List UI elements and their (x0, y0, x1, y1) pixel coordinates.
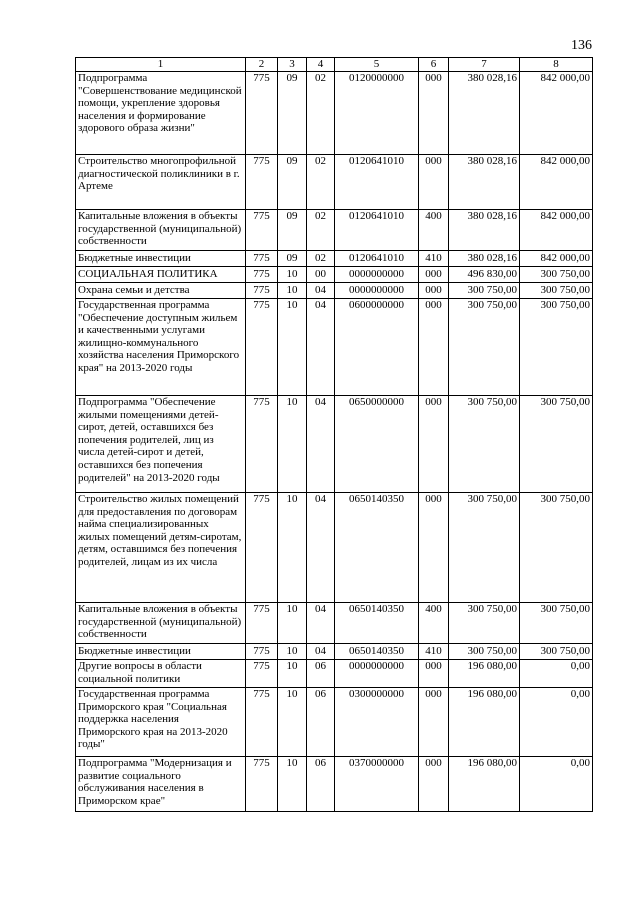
row-name-cell: Бюджетные инвестиции (76, 644, 246, 660)
subsection-code-cell: 04 (307, 396, 335, 493)
table-row (76, 251, 593, 267)
subsection-code-cell: 02 (307, 155, 335, 210)
amount-col8-cell: 842 000,00 (520, 155, 593, 210)
amount-col7-cell: 380 028,16 (449, 155, 520, 210)
table-row (76, 299, 593, 396)
subsection-code-cell: 00 (307, 267, 335, 283)
amount-col8-cell: 0,00 (520, 757, 593, 812)
table-row (76, 396, 593, 493)
ministry-code-cell: 775 (246, 267, 278, 283)
amount-col7-cell: 300 750,00 (449, 283, 520, 299)
ministry-code-cell: 775 (246, 493, 278, 603)
expense-type-cell: 000 (419, 757, 449, 812)
amount-col8-cell: 300 750,00 (520, 299, 593, 396)
table-row (76, 757, 593, 812)
ministry-code-cell: 775 (246, 72, 278, 155)
expense-type-cell: 400 (419, 603, 449, 644)
header-cell: 2 (246, 58, 278, 72)
subsection-code-cell: 04 (307, 493, 335, 603)
table-row (76, 660, 593, 688)
table-row (76, 210, 593, 251)
table-row (76, 603, 593, 644)
table-row (76, 72, 593, 155)
target-article-cell: 0370000000 (335, 757, 419, 812)
ministry-code-cell: 775 (246, 251, 278, 267)
target-article-cell: 0650140350 (335, 603, 419, 644)
ministry-code-cell: 775 (246, 396, 278, 493)
expense-type-cell: 000 (419, 660, 449, 688)
expense-type-cell: 410 (419, 251, 449, 267)
expense-type-cell: 000 (419, 493, 449, 603)
subsection-code-cell: 02 (307, 251, 335, 267)
section-code-cell: 10 (278, 688, 307, 757)
amount-col8-cell: 300 750,00 (520, 493, 593, 603)
ministry-code-cell: 775 (246, 688, 278, 757)
amount-col7-cell: 196 080,00 (449, 660, 520, 688)
subsection-code-cell: 06 (307, 688, 335, 757)
ministry-code-cell: 775 (246, 757, 278, 812)
ministry-code-cell: 775 (246, 210, 278, 251)
amount-col8-cell: 300 750,00 (520, 283, 593, 299)
target-article-cell: 0650000000 (335, 396, 419, 493)
amount-col8-cell: 300 750,00 (520, 644, 593, 660)
header-cell: 3 (278, 58, 307, 72)
subsection-code-cell: 02 (307, 210, 335, 251)
header-cell: 1 (76, 58, 246, 72)
section-code-cell: 10 (278, 493, 307, 603)
row-name-cell: Строительство многопрофильной диагностической поликлиники в г. Артеме (76, 155, 246, 210)
section-code-cell: 10 (278, 603, 307, 644)
target-article-cell: 0120641010 (335, 155, 419, 210)
ministry-code-cell: 775 (246, 644, 278, 660)
amount-col7-cell: 496 830,00 (449, 267, 520, 283)
amount-col8-cell: 842 000,00 (520, 72, 593, 155)
target-article-cell: 0650140350 (335, 493, 419, 603)
section-code-cell: 09 (278, 251, 307, 267)
section-code-cell: 09 (278, 210, 307, 251)
row-name-cell: Государственная программа Приморского края "Социальная поддержка населения Приморского края на 2013-2020 годы" (76, 688, 246, 757)
expense-type-cell: 400 (419, 210, 449, 251)
expense-type-cell: 410 (419, 644, 449, 660)
table-row (76, 155, 593, 210)
section-code-cell: 10 (278, 283, 307, 299)
target-article-cell: 0120641010 (335, 251, 419, 267)
amount-col8-cell: 300 750,00 (520, 396, 593, 493)
header-cell: 8 (520, 58, 593, 72)
section-code-cell: 10 (278, 757, 307, 812)
subsection-code-cell: 02 (307, 72, 335, 155)
table-row (76, 688, 593, 757)
header-cell: 5 (335, 58, 419, 72)
subsection-code-cell: 06 (307, 660, 335, 688)
row-name-cell: Другие вопросы в области социальной политики (76, 660, 246, 688)
expense-type-cell: 000 (419, 72, 449, 155)
target-article-cell: 0650140350 (335, 644, 419, 660)
row-name-cell: Строительство жилых помещений для предоставления по договорам найма специализированных жилых помещений детям-сиротам, детям, оставшимся без попечения родителей, лицам из их числа (76, 493, 246, 603)
ministry-code-cell: 775 (246, 299, 278, 396)
section-code-cell: 10 (278, 267, 307, 283)
subsection-code-cell: 04 (307, 283, 335, 299)
amount-col8-cell: 0,00 (520, 688, 593, 757)
row-name-cell: Капитальные вложения в объекты государственной (муниципальной) собственности (76, 603, 246, 644)
row-name-cell: Капитальные вложения в объекты государственной (муниципальной) собственности (76, 210, 246, 251)
target-article-cell: 0000000000 (335, 283, 419, 299)
budget-table (75, 57, 593, 812)
target-article-cell: 0600000000 (335, 299, 419, 396)
amount-col8-cell: 300 750,00 (520, 267, 593, 283)
ministry-code-cell: 775 (246, 155, 278, 210)
expense-type-cell: 000 (419, 283, 449, 299)
target-article-cell: 0120000000 (335, 72, 419, 155)
page-number: 136 (571, 38, 592, 53)
ministry-code-cell: 775 (246, 283, 278, 299)
subsection-code-cell: 06 (307, 757, 335, 812)
expense-type-cell: 000 (419, 396, 449, 493)
row-name-cell: Подпрограмма "Обеспечение жилыми помещениями детей-сирот, детей, оставшихся без попечения родителей, лиц из числа детей-сирот и детей, оставшихся без попечения родителей" на 2013-2020 годы (76, 396, 246, 493)
subsection-code-cell: 04 (307, 603, 335, 644)
section-code-cell: 10 (278, 660, 307, 688)
table-row (76, 493, 593, 603)
expense-type-cell: 000 (419, 688, 449, 757)
expense-type-cell: 000 (419, 155, 449, 210)
amount-col7-cell: 196 080,00 (449, 757, 520, 812)
row-name-cell: Подпрограмма "Модернизация и развитие социального обслуживания населения в Приморском крае" (76, 757, 246, 812)
header-cell: 6 (419, 58, 449, 72)
section-code-cell: 10 (278, 299, 307, 396)
expense-type-cell: 000 (419, 299, 449, 396)
header-row (76, 58, 593, 72)
expense-type-cell: 000 (419, 267, 449, 283)
row-name-cell: Охрана семьи и детства (76, 283, 246, 299)
amount-col7-cell: 380 028,16 (449, 210, 520, 251)
amount-col8-cell: 0,00 (520, 660, 593, 688)
amount-col7-cell: 380 028,16 (449, 72, 520, 155)
header-cell: 4 (307, 58, 335, 72)
target-article-cell: 0000000000 (335, 660, 419, 688)
amount-col7-cell: 300 750,00 (449, 396, 520, 493)
row-name-cell: Бюджетные инвестиции (76, 251, 246, 267)
amount-col8-cell: 842 000,00 (520, 210, 593, 251)
section-code-cell: 10 (278, 396, 307, 493)
amount-col7-cell: 300 750,00 (449, 493, 520, 603)
row-name-cell: Государственная программа "Обеспечение доступным жильем и качественными услугами жилищно-коммунального хозяйства населения Приморского края" на 2013-2020 годы (76, 299, 246, 396)
amount-col7-cell: 300 750,00 (449, 603, 520, 644)
section-code-cell: 10 (278, 644, 307, 660)
table-row (76, 283, 593, 299)
amount-col7-cell: 300 750,00 (449, 644, 520, 660)
row-name-cell: Подпрограмма "Совершенствование медицинской помощи, укрепление здоровья населения и формирование здорового образа жизни" (76, 72, 246, 155)
ministry-code-cell: 775 (246, 603, 278, 644)
target-article-cell: 0120641010 (335, 210, 419, 251)
amount-col8-cell: 842 000,00 (520, 251, 593, 267)
section-code-cell: 09 (278, 155, 307, 210)
row-name-cell: СОЦИАЛЬНАЯ ПОЛИТИКА (76, 267, 246, 283)
target-article-cell: 0000000000 (335, 267, 419, 283)
table-row (76, 267, 593, 283)
table-row (76, 644, 593, 660)
section-code-cell: 09 (278, 72, 307, 155)
target-article-cell: 0300000000 (335, 688, 419, 757)
subsection-code-cell: 04 (307, 644, 335, 660)
amount-col7-cell: 300 750,00 (449, 299, 520, 396)
subsection-code-cell: 04 (307, 299, 335, 396)
amount-col8-cell: 300 750,00 (520, 603, 593, 644)
amount-col7-cell: 380 028,16 (449, 251, 520, 267)
amount-col7-cell: 196 080,00 (449, 688, 520, 757)
ministry-code-cell: 775 (246, 660, 278, 688)
header-cell: 7 (449, 58, 520, 72)
